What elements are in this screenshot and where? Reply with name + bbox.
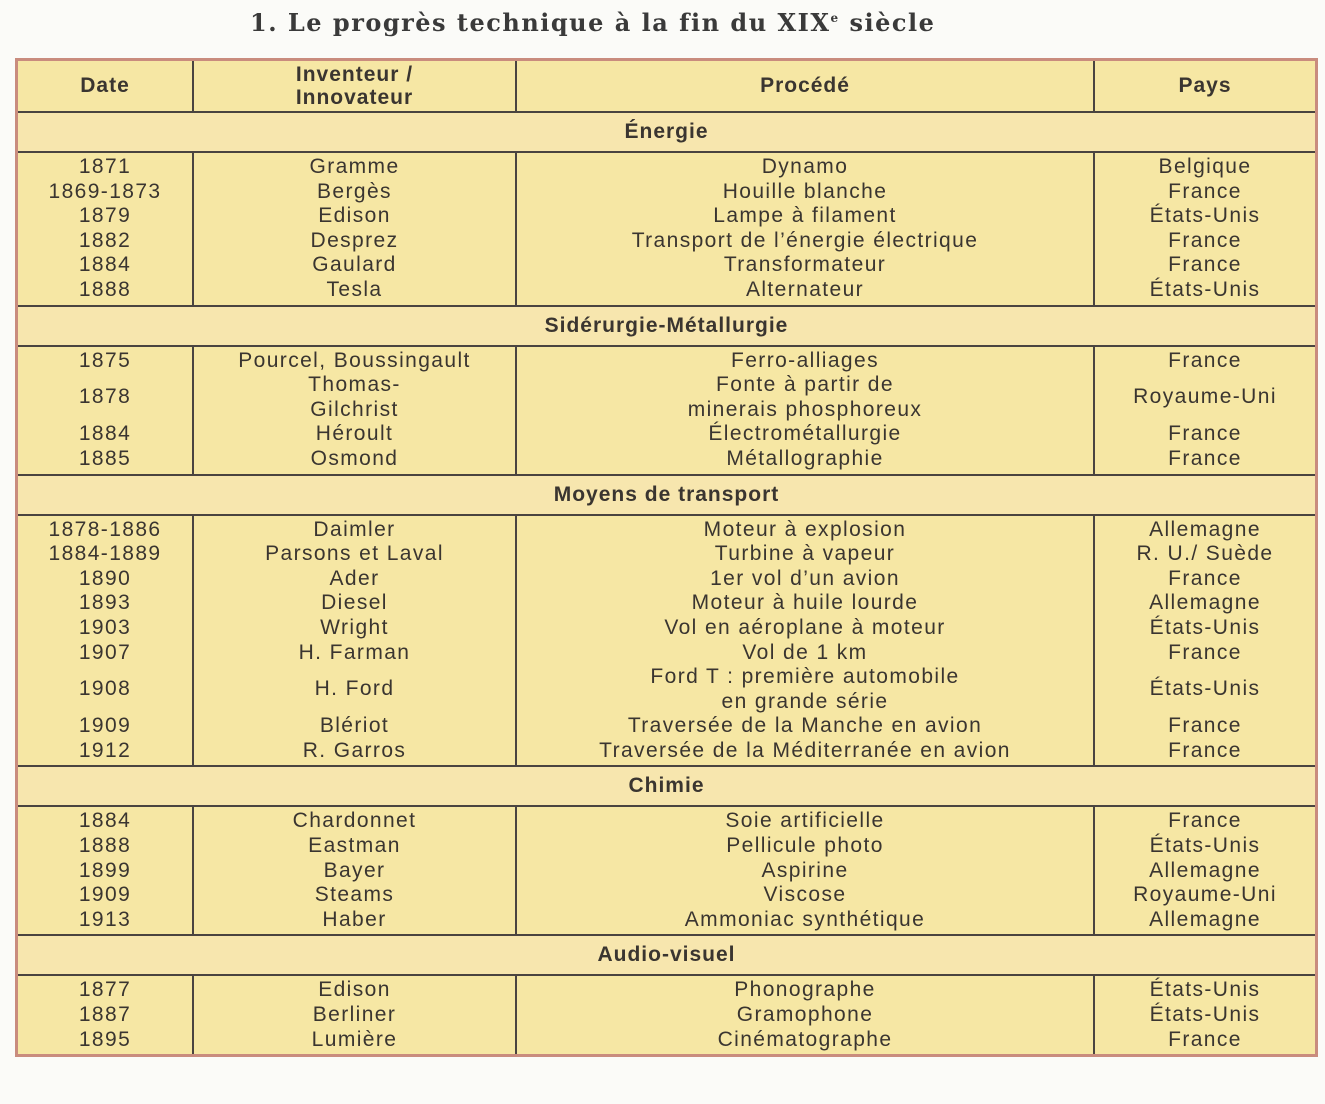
cell-inventor: Gramme xyxy=(309,155,400,178)
section-body xyxy=(18,807,1315,936)
cell-inventor: Pourcel, Boussingault xyxy=(238,348,471,372)
column-date xyxy=(18,976,194,1054)
cell-inventor: H. Farman xyxy=(298,640,411,664)
cell-country: France xyxy=(1168,640,1242,664)
cell-date: 1884 xyxy=(78,809,132,833)
title-tail: siècle xyxy=(839,8,936,37)
cell-inventor: Berliner xyxy=(312,1003,397,1027)
section-header: Audio-visuel xyxy=(18,936,1315,976)
cell-inventor: Bayer xyxy=(323,858,386,882)
cell-inventor: Edison xyxy=(318,978,391,1002)
cell-inventor: Daimler xyxy=(313,517,396,541)
cell-country: États-Unis xyxy=(1149,978,1261,1002)
cell-country: France xyxy=(1168,714,1242,738)
cell-process: Phonographe xyxy=(734,978,876,1002)
column-process xyxy=(517,516,1095,766)
cell-date: 1882 xyxy=(78,228,132,252)
column-date xyxy=(18,153,194,305)
cell-date: 1877 xyxy=(78,978,132,1002)
cell-process: Gramophone xyxy=(736,1003,874,1027)
cell-inventor: Lumière xyxy=(311,1027,398,1051)
section-header: Chimie xyxy=(18,767,1315,807)
section-header: Moyens de transport xyxy=(18,476,1315,516)
document-title xyxy=(250,8,935,37)
cell-inventor: R. Garros xyxy=(302,738,407,762)
cell-date: 1913 xyxy=(78,907,132,931)
table-header xyxy=(18,61,1315,113)
cell-inventor: Blériot xyxy=(319,714,390,738)
cell-country: R. U./ Suède xyxy=(1136,542,1274,566)
cell-country: États-Unis xyxy=(1149,277,1261,301)
column-process xyxy=(517,153,1095,305)
cell-date: 1895 xyxy=(78,1027,132,1051)
cell-date: 1884-1889 xyxy=(48,542,162,566)
header-date: Date xyxy=(18,61,194,111)
column-inventor xyxy=(194,347,517,474)
cell-inventor: Osmond xyxy=(310,446,399,470)
cell-date: 1885 xyxy=(78,446,132,470)
cell-country: France xyxy=(1168,1027,1242,1051)
cell-country: États-Unis xyxy=(1149,677,1261,701)
cell-process: Fonte à partir de minerais phosphoreux xyxy=(687,373,923,421)
header-process: Procédé xyxy=(517,61,1095,111)
title-superscript: e xyxy=(830,11,840,25)
cell-inventor: Steams xyxy=(314,883,395,907)
cell-inventor: H. Ford xyxy=(314,677,395,701)
cell-inventor: Gaulard xyxy=(312,253,397,277)
cell-country: États-Unis xyxy=(1149,204,1261,228)
section-header: Énergie xyxy=(18,113,1315,153)
cell-date: 1869-1873 xyxy=(48,179,162,203)
cell-inventor: Héroult xyxy=(315,422,394,446)
cell-country: Allemagne xyxy=(1149,907,1261,931)
cell-process: Lampe à filament xyxy=(713,204,897,228)
cell-process: Ammoniac synthétique xyxy=(684,907,926,931)
cell-country: France xyxy=(1168,738,1242,762)
cell-country: Allemagne xyxy=(1149,591,1261,615)
header-inventor-line2: Innovateur xyxy=(295,86,414,109)
header-inventor xyxy=(194,61,517,111)
cell-process: Houille blanche xyxy=(722,179,888,203)
section-body xyxy=(18,347,1315,476)
column-country xyxy=(1095,347,1315,474)
cell-inventor: Desprez xyxy=(310,228,399,252)
section-body xyxy=(18,516,1315,768)
cell-country: États-Unis xyxy=(1149,1003,1261,1027)
cell-country: France xyxy=(1168,446,1242,470)
cell-inventor: Tesla xyxy=(326,277,383,301)
cell-inventor: Ader xyxy=(329,566,380,590)
cell-date: 1884 xyxy=(78,422,132,446)
section-rows xyxy=(18,516,1315,766)
section-header: Sidérurgie-Métallurgie xyxy=(18,307,1315,347)
cell-date: 1899 xyxy=(78,858,132,882)
section-body xyxy=(18,976,1315,1054)
cell-inventor: Diesel xyxy=(321,591,388,615)
cell-process: Traversée de la Méditerranée en avion xyxy=(599,738,1011,762)
column-country xyxy=(1095,807,1315,934)
cell-date: 1908 xyxy=(78,677,132,701)
cell-inventor: Chardonnet xyxy=(292,809,417,833)
header-country: Pays xyxy=(1178,74,1232,97)
column-date xyxy=(18,807,194,934)
cell-date: 1884 xyxy=(78,253,132,277)
cell-country: Royaume-Uni xyxy=(1133,385,1277,409)
cell-inventor: Edison xyxy=(318,204,391,228)
cell-country: France xyxy=(1168,348,1242,372)
cell-date: 1888 xyxy=(78,277,132,301)
cell-date: 1893 xyxy=(78,591,132,615)
cell-inventor: Eastman xyxy=(308,834,401,858)
cell-date: 1907 xyxy=(78,640,132,664)
cell-country: Allemagne xyxy=(1149,858,1261,882)
column-inventor xyxy=(194,807,517,934)
cell-process: Vol en aéroplane à moteur xyxy=(664,615,946,639)
column-date xyxy=(18,347,194,474)
cell-date: 1903 xyxy=(78,615,132,639)
cell-date: 1909 xyxy=(78,883,132,907)
cell-process: Moteur à explosion xyxy=(703,517,907,541)
cell-country: États-Unis xyxy=(1149,834,1261,858)
cell-country: France xyxy=(1168,179,1242,203)
cell-country: États-Unis xyxy=(1149,615,1261,639)
title-text: 1. Le progrès technique à la fin du XIX xyxy=(250,8,831,37)
cell-date: 1890 xyxy=(78,566,132,590)
cell-country: Royaume-Uni xyxy=(1133,883,1277,907)
cell-process: Vol de 1 km xyxy=(742,640,868,664)
section-rows xyxy=(18,807,1315,934)
column-process xyxy=(517,976,1095,1054)
cell-process: Turbine à vapeur xyxy=(714,542,896,566)
column-process xyxy=(517,807,1095,934)
cell-country: France xyxy=(1168,566,1242,590)
column-inventor xyxy=(194,153,517,305)
cell-process: Pellicule photo xyxy=(726,834,884,858)
cell-process: Ford T : première automobile en grande série xyxy=(650,665,960,713)
inventions-table xyxy=(15,58,1318,1057)
cell-process: Cinématographe xyxy=(717,1027,893,1051)
cell-process: Électrométallurgie xyxy=(708,422,902,446)
column-country xyxy=(1095,976,1315,1054)
cell-process: Aspirine xyxy=(761,858,849,882)
column-country xyxy=(1095,153,1315,305)
cell-date: 1887 xyxy=(78,1003,132,1027)
column-process xyxy=(517,347,1095,474)
cell-country: France xyxy=(1168,422,1242,446)
cell-date: 1879 xyxy=(78,204,132,228)
cell-date: 1871 xyxy=(78,155,132,178)
cell-process: 1er vol d’un avion xyxy=(710,566,900,590)
cell-date: 1878 xyxy=(78,385,132,409)
section-rows xyxy=(18,347,1315,474)
cell-process: Alternateur xyxy=(745,277,865,301)
cell-process: Transport de l’énergie électrique xyxy=(631,228,979,252)
column-date xyxy=(18,516,194,766)
section-rows xyxy=(18,976,1315,1054)
cell-country: France xyxy=(1168,253,1242,277)
cell-country: France xyxy=(1168,228,1242,252)
cell-process: Viscose xyxy=(763,883,847,907)
cell-process: Soie artificielle xyxy=(725,809,885,833)
header-inventor-line1: Inventeur / xyxy=(295,63,414,86)
cell-country: Belgique xyxy=(1158,155,1252,178)
cell-date: 1912 xyxy=(78,738,132,762)
cell-process: Dynamo xyxy=(761,155,849,178)
section-rows xyxy=(18,153,1315,305)
column-inventor xyxy=(194,516,517,766)
cell-inventor: Wright xyxy=(320,615,389,639)
cell-country: France xyxy=(1168,809,1242,833)
cell-country: Allemagne xyxy=(1149,517,1261,541)
cell-process: Traversée de la Manche en avion xyxy=(627,714,983,738)
cell-date: 1875 xyxy=(78,348,132,372)
column-country xyxy=(1095,516,1315,766)
section-body xyxy=(18,153,1315,307)
cell-date: 1878-1886 xyxy=(48,517,162,541)
cell-process: Métallographie xyxy=(726,446,884,470)
column-inventor xyxy=(194,976,517,1054)
cell-process: Transformateur xyxy=(723,253,887,277)
cell-process: Moteur à huile lourde xyxy=(691,591,919,615)
cell-inventor: Haber xyxy=(322,907,387,931)
cell-process: Ferro-alliages xyxy=(731,348,879,372)
cell-inventor: Thomas- Gilchrist xyxy=(308,373,401,421)
cell-date: 1909 xyxy=(78,714,132,738)
cell-inventor: Bergès xyxy=(317,179,392,203)
cell-date: 1888 xyxy=(78,834,132,858)
cell-inventor: Parsons et Laval xyxy=(265,542,444,566)
